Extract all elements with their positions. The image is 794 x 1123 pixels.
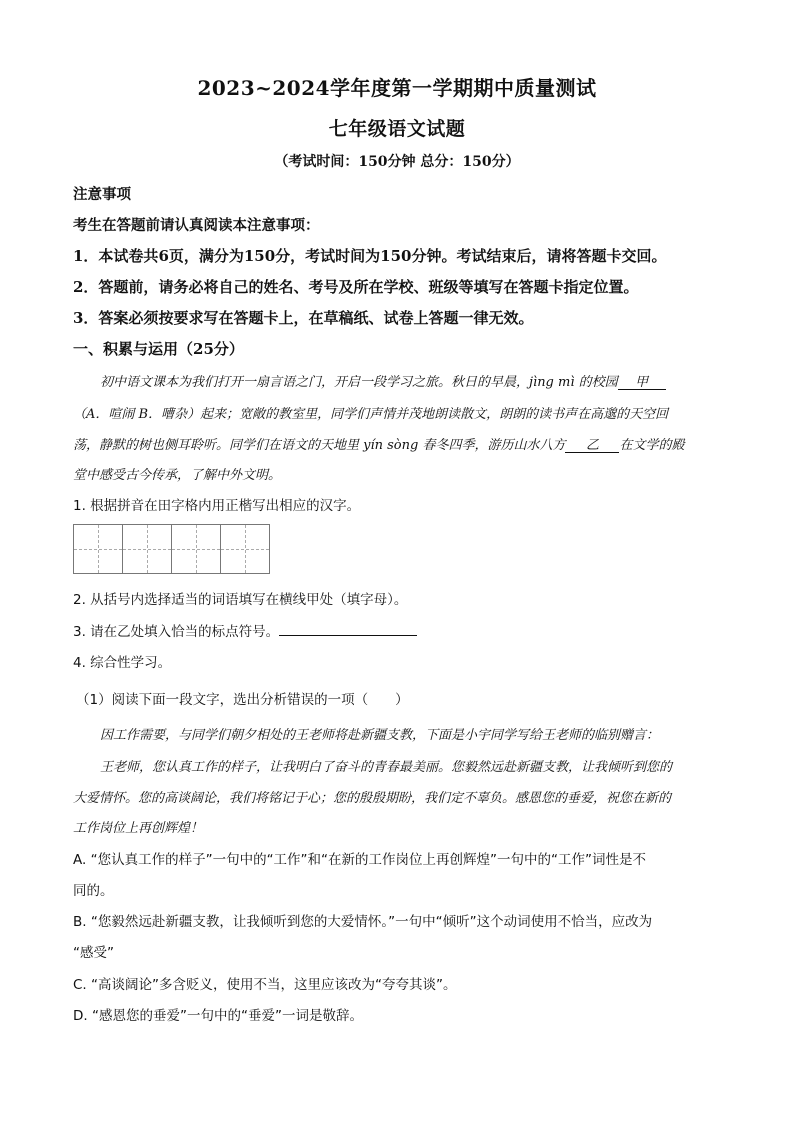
- notice-intro: 考生在答题前请认真阅读本注意事项：: [73, 217, 320, 234]
- notice-item-1: 1．本试卷共6页，满分为150分，考试时间为150分钟。考试结束后，请将答题卡交回。: [73, 247, 667, 265]
- question-4: 4. 综合性学习。: [73, 655, 172, 671]
- question-1: 1. 根据拼音在田字格内用正楷写出相应的汉字。: [73, 498, 361, 514]
- context-line-1: 王老师，您认真工作的样子，让我明白了奋斗的青春最美丽。您毅然远赴新疆支教，让我倾听到您的: [100, 760, 673, 775]
- notice-item-3: 3．答案必须按要求写在答题卡上，在草稿纸、试卷上答题一律无效。: [73, 309, 534, 327]
- notice-item-2: 2．答题前，请务必将自己的姓名、考号及所在学校、班级等填写在答题卡指定位置。: [73, 278, 639, 296]
- context-intro: 因工作需要，与同学们朝夕相处的王老师将赴新疆支教，下面是小宇同学写给王老师的临别赠言：: [100, 728, 660, 743]
- question-2: 2. 从括号内选择适当的词语填写在横线甲处（填字母）。: [73, 592, 408, 608]
- context-line-2: 大爱情怀。您的高谈阔论，我们将铭记于心；您的殷殷期盼，我们定不辜负。感恩您的垂爱，祝您在新的: [73, 791, 672, 806]
- notice-heading: 注意事项: [73, 186, 131, 203]
- question-3: 3. 请在乙处填入恰当的标点符号。: [73, 620, 417, 640]
- blank-jia: 甲: [618, 376, 666, 390]
- exam-subtitle: 七年级语文试题: [328, 118, 466, 140]
- option-c[interactable]: C. “高谈阔论”多含贬义，使用不当，这里应该改为“夸夸其谈”。: [73, 977, 457, 993]
- passage-line-4: 堂中感受古今传承，了解中外文明。: [73, 468, 282, 483]
- option-b-line-1[interactable]: B. “您毅然远赴新疆支教，让我倾听到您的大爱情怀。”一句中“倾听”这个动词使用不恰当，应改为: [73, 914, 653, 930]
- answer-blank[interactable]: [279, 623, 417, 636]
- passage-line-2: （A．喧闹 B．嘈杂）起来；宽敞的教室里，同学们声情并茂地朗读散文，朗朗的读书声在高邈的天空回: [73, 407, 669, 422]
- context-line-3: 工作岗位上再创辉煌！: [73, 821, 204, 836]
- question-4-1: （1）阅读下面一段文字，选出分析错误的一项（ ）: [76, 692, 409, 708]
- option-a-line-1[interactable]: A. “您认真工作的样子”一句中的“工作”和“在新的工作岗位上再创辉煌”一句中的“工作”词性是不: [73, 852, 647, 868]
- passage-line-1: 初中语文课本为我们打开一扇言语之门，开启一段学习之旅。秋日的早晨，jìng mì 的校园 甲: [100, 371, 666, 390]
- tianzige-grid[interactable]: [73, 524, 269, 574]
- passage-line-3: 荡，静默的树也侧耳聆听。同学们在语文的天地里 yín sòng 春冬四季，游历山水八方 乙 在文学的殿: [73, 438, 685, 453]
- tianzige-cell[interactable]: [220, 524, 270, 574]
- option-a-line-2: 同的。: [73, 883, 114, 899]
- exam-info: （考试时间：150分钟 总分：150分）: [274, 154, 520, 170]
- tianzige-cell[interactable]: [171, 524, 221, 574]
- option-b-line-2: “感受”: [73, 945, 114, 961]
- section-heading: 一、积累与运用（25分）: [73, 340, 244, 358]
- tianzige-cell[interactable]: [122, 524, 172, 574]
- exam-title: 2023~2024学年度第一学期期中质量测试: [197, 76, 597, 100]
- blank-yi: 乙: [565, 439, 619, 453]
- option-d[interactable]: D. “感恩您的垂爱”一句中的“垂爱”一词是敬辞。: [73, 1008, 363, 1024]
- tianzige-cell[interactable]: [73, 524, 123, 574]
